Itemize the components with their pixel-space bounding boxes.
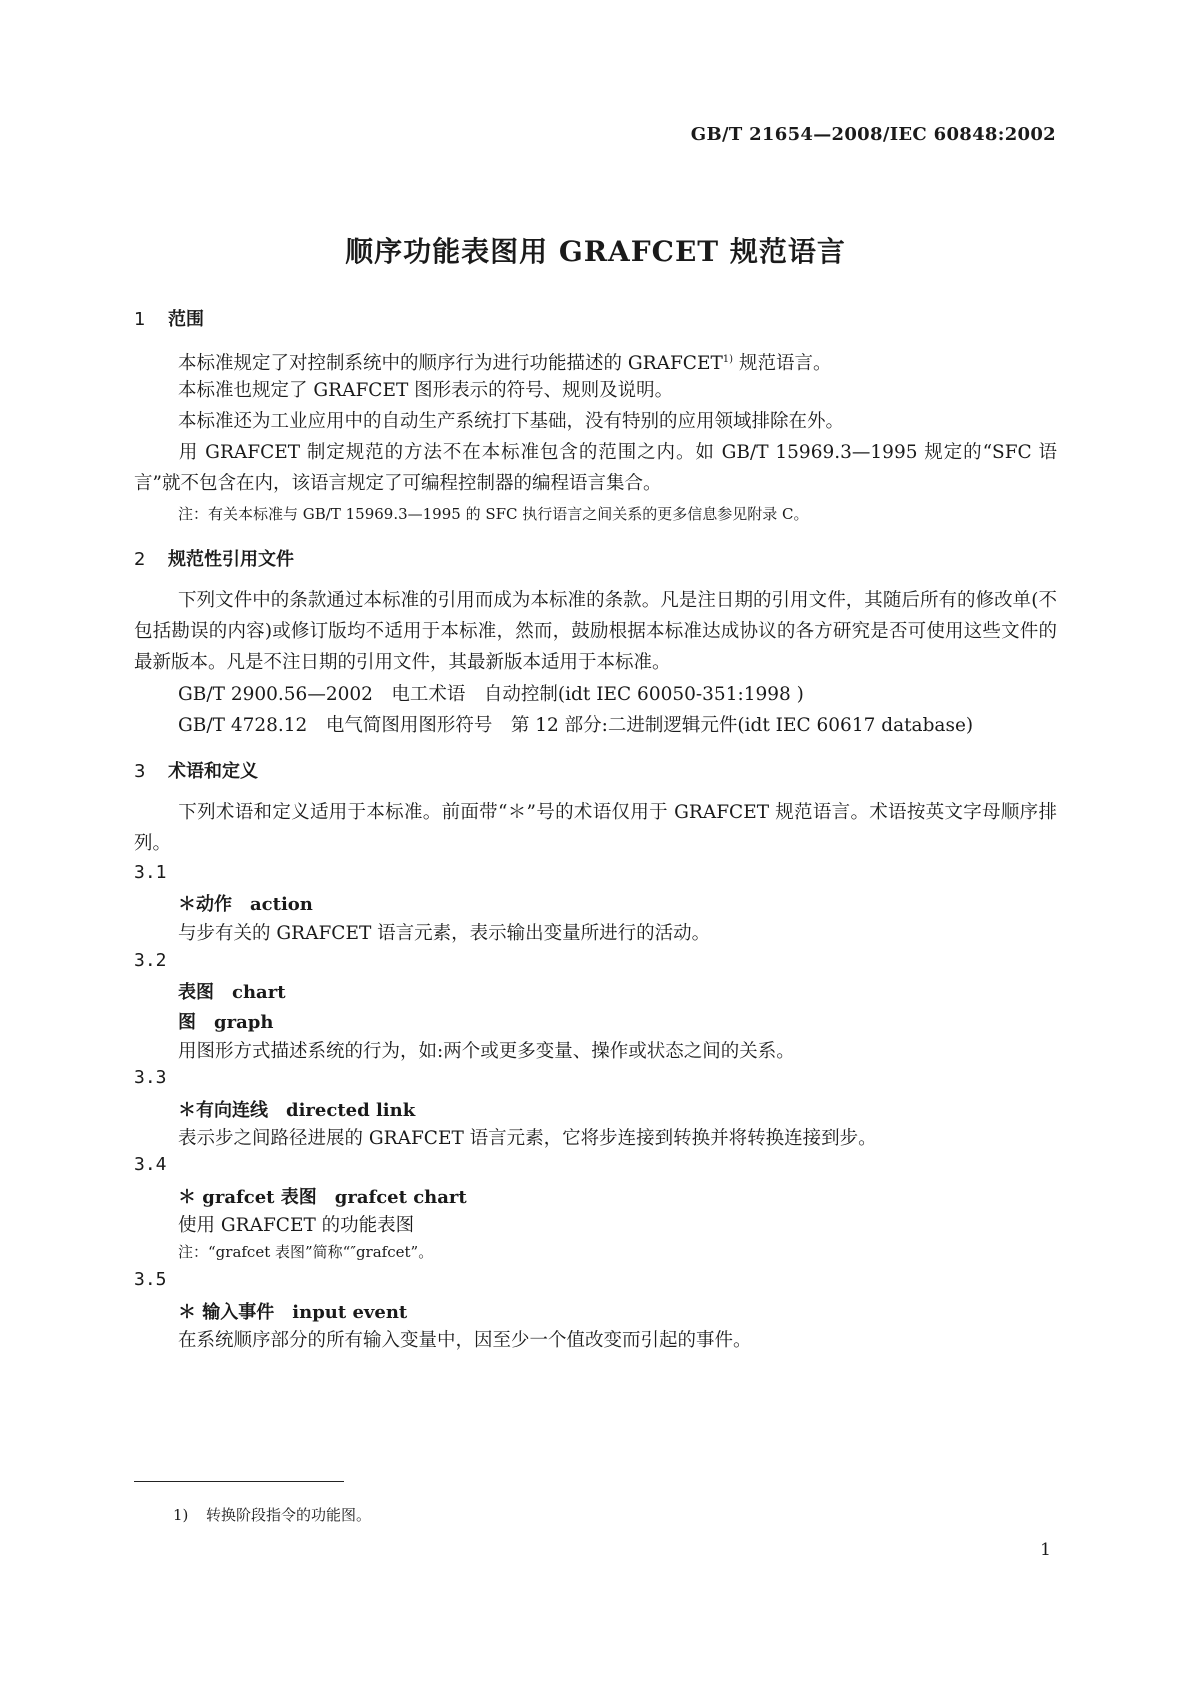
section-number: 1 [134, 309, 146, 330]
term-definition: 使用 GRAFCET 的功能表图 [178, 1215, 415, 1236]
footnote-divider [134, 1481, 344, 1482]
clause-number: 3.4 [134, 1154, 167, 1175]
section-2-heading [134, 545, 294, 571]
section-1-heading [134, 305, 204, 331]
term-heading: 表图 chart [178, 982, 286, 1003]
footnote: 1) 转换阶段指令的功能图。 [173, 1506, 372, 1524]
section-title: 术语和定义 [168, 761, 258, 782]
paragraph: 本标准规定了对控制系统中的顺序行为进行功能描述的 GRAFCET$^{1)}$ 规范语言。 [178, 353, 832, 375]
section-number: 2 [134, 549, 146, 570]
clause-number: 3.2 [134, 950, 167, 971]
section-title: 规范性引用文件 [168, 549, 294, 570]
reference-item: GB/T 2900.56—2002 电工术语 自动控制(idt IEC 60050-351:1998 ) [178, 684, 804, 705]
paragraph: 下列文件中的条款通过本标准的引用而成为本标准的条款。凡是注日期的引用文件，其随后所有的修改单(不包括勘误的内容)或修订版均不适用于本标准，然而，鼓励根据本标准达成协议的各方研究是否可使用这些文件的最新版本。凡是不注日期的引用文件，其最新版本适用于本标准。 [134, 590, 1057, 673]
section-3-heading [134, 757, 258, 783]
term-definition: 在系统顺序部分的所有输入变量中，因至少一个值改变而引起的事件。 [178, 1330, 752, 1351]
standard-number: GB/T 21654—2008/IEC 60848:2002 [690, 124, 1056, 145]
term-definition: 表示步之间路径进展的 GRAFCET 语言元素，它将步连接到转换并将转换连接到步。 [178, 1128, 877, 1149]
footnote-marker: 1) [722, 354, 734, 365]
term-heading: ＊动作 action [178, 894, 313, 915]
page-title: 顺序功能表图用 GRAFCET 规范语言 [345, 235, 846, 268]
paragraph: 本标准也规定了 GRAFCET 图形表示的符号、规则及说明。 [178, 380, 674, 401]
term-heading: ＊ grafcet 表图 grafcet chart [178, 1187, 467, 1208]
term-definition: 与步有关的 GRAFCET 语言元素，表示输出变量所进行的活动。 [178, 923, 711, 944]
note: 注：有关本标准与 GB/T 15969.3—1995 的 SFC 执行语言之间关系的更多信息参见附录 C。 [178, 505, 809, 523]
clause-number: 3.1 [134, 862, 167, 883]
clause-number: 3.3 [134, 1067, 167, 1088]
section-title: 范围 [168, 309, 204, 330]
paragraph: 本标准还为工业应用中的自动生产系统打下基础，没有特别的应用领域排除在外。 [178, 411, 845, 432]
term-heading-alt: 图 graph [178, 1012, 274, 1033]
term-definition: 用图形方式描述系统的行为，如:两个或更多变量、操作或状态之间的关系。 [178, 1041, 795, 1062]
term-heading: ＊ 输入事件 input event [178, 1302, 408, 1323]
term-note: 注：“grafcet 表图”简称“″grafcet”。 [178, 1243, 434, 1261]
paragraph: 下列术语和定义适用于本标准。前面带“＊”号的术语仅用于 GRAFCET 规范语言。术语按英文字母顺序排列。 [134, 802, 1057, 854]
page-number: 1 [1040, 1540, 1051, 1560]
section-number: 3 [134, 761, 146, 782]
paragraph: 用 GRAFCET 制定规范的方法不在本标准包含的范围之内。如 GB/T 15969.3—1995 规定的“SFC 语言”就不包含在内，该语言规定了可编程控制器的编程语言集合。 [134, 442, 1057, 494]
reference-item: GB/T 4728.12 电气简图用图形符号 第 12 部分:二进制逻辑元件(idt IEC 60617 database) [178, 715, 974, 736]
clause-number: 3.5 [134, 1269, 167, 1290]
term-heading: ＊有向连线 directed link [178, 1100, 416, 1121]
